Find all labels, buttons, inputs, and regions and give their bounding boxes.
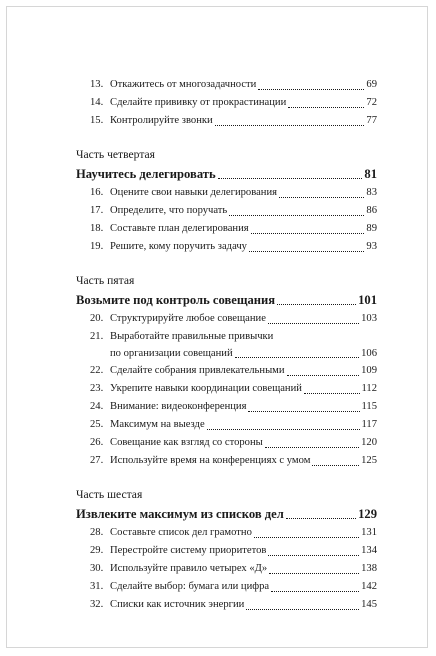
entry-number: 26.: [90, 437, 104, 448]
dot-leader: [268, 322, 359, 324]
part-page: 129: [358, 507, 377, 521]
dot-leader: [279, 196, 364, 198]
entry-number: 18.: [90, 223, 104, 234]
dot-leader: [215, 124, 365, 126]
dot-leader: [235, 356, 359, 358]
part-title-text: Возьмите под контроль совещания: [76, 293, 276, 307]
entry-number: 13.: [90, 79, 104, 90]
toc-entry: [76, 380, 377, 398]
entry-number: 16.: [90, 187, 104, 198]
entry-title: Используйте время на конференциях с умом: [110, 455, 311, 466]
entry-page: 117: [361, 419, 377, 430]
toc-entry: [76, 94, 377, 112]
part-title: [76, 290, 377, 310]
dot-leader: [304, 392, 360, 394]
entry-title: Решите, кому поручить задачу: [110, 241, 247, 252]
toc-entry: [76, 452, 377, 470]
part-label: Часть пятая: [76, 274, 135, 287]
entry-page: 115: [361, 401, 377, 412]
entry-page: 134: [361, 545, 377, 556]
entry-number: 17.: [90, 205, 104, 216]
dot-leader: [268, 554, 359, 556]
entry-number: 29.: [90, 545, 104, 556]
toc-entry: [76, 220, 377, 238]
entry-title: Откажитесь от многозадачности: [110, 79, 257, 90]
entry-title: Сделайте выбор: бумага или цифра: [110, 581, 270, 592]
entry-page: 77: [366, 115, 377, 126]
entry-title: Списки как источник энергии: [110, 599, 245, 610]
entry-page: 131: [361, 527, 377, 538]
entry-page: 120: [361, 437, 377, 448]
dot-leader: [277, 303, 356, 305]
dot-leader: [251, 232, 365, 234]
entry-title: Сделайте собрания привлекательными: [110, 365, 285, 376]
toc-entry: [76, 76, 377, 94]
dot-leader: [265, 446, 359, 448]
part-title-text: Извлеките максимум из списков дел: [76, 507, 284, 521]
toc-entry: [76, 524, 377, 542]
entry-title: Составьте список дел грамотно: [110, 527, 252, 538]
dot-leader: [246, 608, 359, 610]
entry-number: 20.: [90, 313, 104, 324]
dot-leader: [218, 177, 363, 179]
entry-title: Перестройте систему приоритетов: [110, 545, 267, 556]
entry-number: 14.: [90, 97, 104, 108]
entry-number: 27.: [90, 455, 104, 466]
entry-page: 72: [366, 97, 377, 108]
entry-number: 15.: [90, 115, 104, 126]
entry-title-continued: по организации совещаний: [110, 348, 233, 359]
toc-entry: [76, 202, 377, 220]
dot-leader: [249, 250, 364, 252]
toc-entry: [76, 238, 377, 256]
entry-number: 19.: [90, 241, 104, 252]
entry-page: 86: [366, 205, 377, 216]
dot-leader: [229, 214, 364, 216]
entry-number: 32.: [90, 599, 104, 610]
toc-entry: [76, 434, 377, 452]
dot-leader: [258, 88, 364, 90]
entry-page: 112: [361, 383, 377, 394]
entry-title: Максимум на выезде: [110, 419, 205, 430]
entry-title: Сделайте прививку от прокрастинации: [110, 97, 287, 108]
table-of-contents: [76, 76, 377, 614]
toc-entry: [76, 596, 377, 614]
entry-number: 23.: [90, 383, 104, 394]
entry-title: Контролируйте звонки: [110, 115, 213, 126]
toc-entry: [76, 416, 377, 434]
toc-entry: [76, 542, 377, 560]
dot-leader: [248, 410, 359, 412]
entry-page: 83: [366, 187, 377, 198]
entry-page: 103: [361, 313, 377, 324]
entry-title: Совещание как взгляд со стороны: [110, 437, 263, 448]
entry-number: 22.: [90, 365, 104, 376]
entry-page: 142: [361, 581, 377, 592]
entry-title: Определите, что поручать: [110, 205, 228, 216]
entry-page: 106: [361, 348, 377, 359]
part-label: Часть четвертая: [76, 148, 156, 161]
toc-entry: [76, 184, 377, 202]
toc-entry: [76, 112, 377, 130]
dot-leader: [207, 428, 360, 430]
dot-leader: [312, 464, 359, 466]
entry-page: 89: [366, 223, 377, 234]
entry-page: 109: [361, 365, 377, 376]
dot-leader: [286, 517, 356, 519]
entry-number: 28.: [90, 527, 104, 538]
entry-title: Укрепите навыки координации совещаний: [110, 383, 302, 394]
entry-title: Оцените свои навыки делегирования: [110, 187, 278, 198]
part-page: 81: [364, 167, 377, 181]
toc-entry: [76, 560, 377, 578]
dot-leader: [288, 106, 364, 108]
part-page: 101: [358, 293, 377, 307]
entry-title: Составьте план делегирования: [110, 223, 249, 234]
entry-title: Выработайте правильные привычки: [110, 331, 274, 342]
entry-page: 93: [366, 241, 377, 252]
entry-page: 145: [361, 599, 377, 610]
entry-page: 138: [361, 563, 377, 574]
dot-leader: [254, 536, 359, 538]
entry-title: Внимание: видеоконференция: [110, 401, 247, 412]
entry-number: 25.: [90, 419, 104, 430]
part-label: Часть шестая: [76, 488, 143, 501]
toc-entry: [76, 310, 377, 328]
entry-page: 125: [361, 455, 377, 466]
entry-number: 30.: [90, 563, 104, 574]
toc-entry: [76, 362, 377, 380]
entry-first-line: [90, 328, 377, 346]
toc-entry: [76, 398, 377, 416]
toc-entry: [76, 578, 377, 596]
dot-leader: [287, 374, 360, 376]
entry-title: Структурируйте любое совещание: [110, 313, 266, 324]
entry-page: 69: [366, 79, 377, 90]
part-title: [76, 164, 377, 184]
entry-title: Используйте правило четырех «Д»: [110, 563, 268, 574]
dot-leader: [271, 590, 359, 592]
entry-number: 31.: [90, 581, 104, 592]
entry-number: 21.: [90, 331, 104, 342]
part-title: [76, 504, 377, 524]
entry-number: 24.: [90, 401, 104, 412]
part-title-text: Научитесь делегировать: [76, 167, 216, 181]
entry-second-line: [90, 346, 377, 362]
toc-entry: [76, 328, 377, 362]
dot-leader: [269, 572, 359, 574]
